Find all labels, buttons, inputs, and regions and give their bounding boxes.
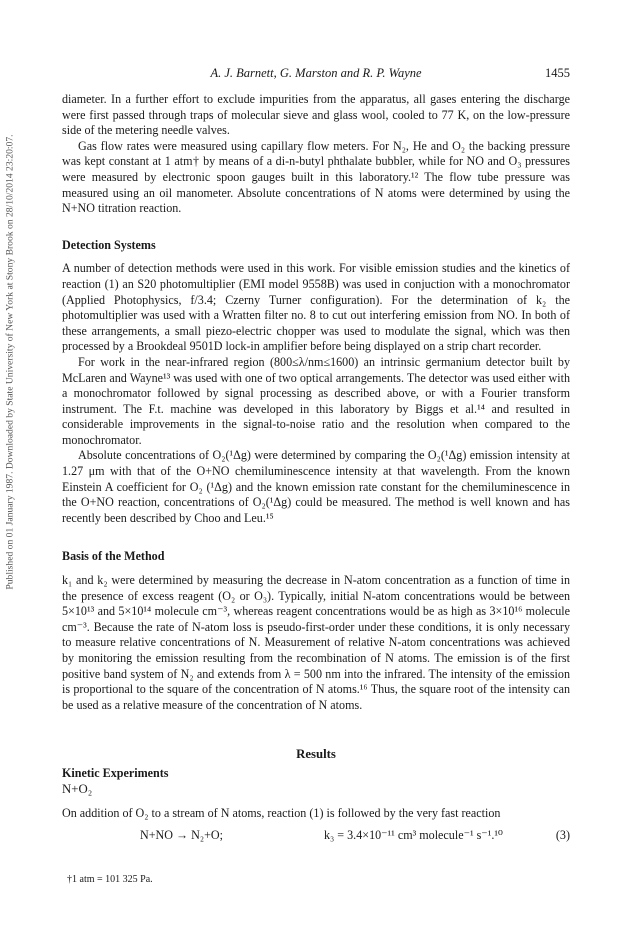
section-heading-detection: Detection Systems: [62, 237, 156, 252]
equation-3: [62, 828, 570, 844]
footnote: †1 atm = 101 325 Pa.: [67, 874, 153, 885]
paragraph: A number of detection methods were used in this work. For visible emission studies and the kinetics of reaction (1) an S20 photomultiplier (EMI model 9558B) was used in conjuction with a monochromator (Applied Photophysics, f/3.4; Czerny Turner configuration). For the determination of k₂ the photomultiplier was used with a Wratten filter no. 8 to cut out interfering emission from NO. In both of these arrangements, a small piezo-electric chopper was used to modulate the signal, which was then processed by a Brookdeal 9501D lock-in amplifier before being displayed on a strip chart recorder.: [62, 261, 570, 354]
equation-reaction: N+NO → N₂+O;: [140, 827, 224, 842]
section-heading-results: Results: [296, 747, 336, 762]
paragraph: diameter. In a further effort to exclude impurities from the apparatus, all gases entering the discharge were first passed through traps of molecular sieve and glass wool, cooled to 77 K, on the low-pressure side of the metering needle valves.: [62, 92, 570, 138]
paragraph: k₁ and k₂ were determined by measuring the decrease in N-atom concentration as a function of time in the presence of excess reagent (O₂ or O₃). Typically, initial N-atom concentrations would be between 5×10¹³ and 5×10¹⁴ molecule cm⁻³, whereas reagent concentrations would be as high as 3×10¹⁶ molecule cm⁻³. Because the rate of N-atom loss is pseudo-first-order under these conditions, it is only necessary to measure relative concentrations of N. Measurement of relative N-atom concentrations was achieved by monitoring the emission resulting from the recombination of N atoms. The emission is of the first positive band system of N₂ and extends from λ = 500 nm into the infrared. The intensity of the emission is proportional to the square of the concentration of N atoms.¹⁶ Thus, the square root of the intensity can be used as a relative measure of the concentration of N atoms.: [62, 573, 570, 712]
equation-number: (3): [555, 827, 570, 842]
download-notice-text: Published on 01 January 1987. Downloaded by State University of New York at Stony Brook on 28/10/2014 23:20:07.: [4, 134, 16, 590]
paragraph: For work in the near-infrared region (800≤λ/nm≤1600) an intrinsic germanium detector built by McLaren and Wayne¹³ was used with one of two optical arrangements. The detector was used either with a monochromator followed by signal processing as described above, or with a Fourier transform instrument. The F.t. machine was developed in this laboratory by Biggs et al.¹⁴ and resulted in considerable improvements in the signal-to-noise ratio and the resolution when compared to the monochromator.: [62, 354, 570, 447]
subsection-heading-kinetic: Kinetic Experiments: [62, 765, 169, 780]
article-body: [62, 92, 570, 843]
download-notice: [3, 82, 17, 642]
paragraph: Gas flow rates were measured using capillary flow meters. For N₂, He and O₂ the backing pressure was kept constant at 1 atm† by means of a di-n-butyl phthalate bubbler, while for NO and O₃ pressures were measured by electronic spoon gauges built in this laboratory.¹² The flow tube pressure was measured using an oil manometer. Absolute concentrations of N atoms were determined by using the N+NO titration reaction.: [62, 138, 570, 216]
paragraph: On addition of O₂ to a stream of N atoms, reaction (1) is followed by the very fast reaction: [62, 806, 501, 821]
equation-rate-constant: k₃ = 3.4×10⁻¹¹ cm³ molecule⁻¹ s⁻¹.¹⁰: [324, 827, 503, 842]
subsection-heading-n-o2: N+O₂: [62, 781, 93, 796]
section-heading-basis: Basis of the Method: [62, 549, 165, 564]
running-header: [62, 66, 570, 84]
header-authors: A. J. Barnett, G. Marston and R. P. Wayne: [210, 66, 422, 80]
page-number: 1455: [545, 66, 570, 80]
paragraph: Absolute concentrations of O₂(¹Δg) were determined by comparing the O₂(¹Δg) emission intensity at 1.27 μm with that of the O+NO chemiluminescence intensity at that wavelength. From the known Einstein A coefficient for O₂ (¹Δg) and the known emission rate constant for the chemiluminescence in the O+NO reaction, concentrations of O₂(¹Δg) could be measured. The method is well known and has recently been described by Choo and Leu.¹⁵: [62, 448, 570, 525]
